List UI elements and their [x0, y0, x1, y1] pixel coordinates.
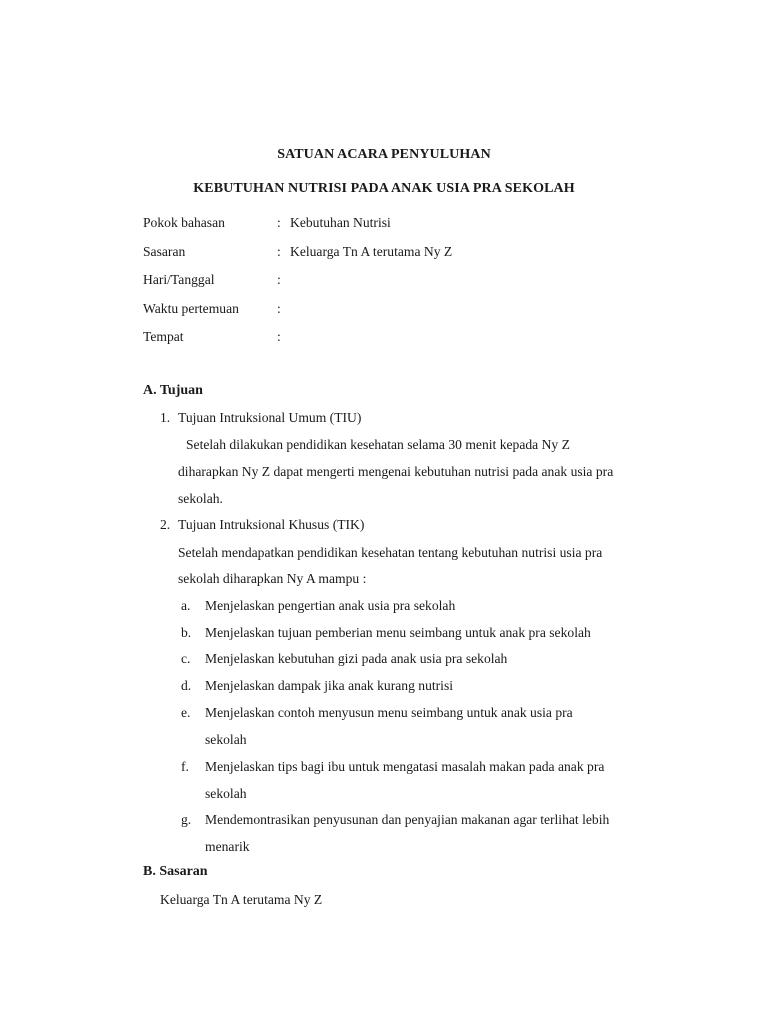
tik-item-text-cont: sekolah: [205, 732, 247, 747]
meta-colon: :: [277, 244, 281, 259]
section-a-heading: A. Tujuan: [143, 383, 203, 398]
tiu-text-line: sekolah.: [178, 491, 223, 506]
meta-row-pokok-bahasan: [143, 215, 703, 233]
tiu-text-line: diharapkan Ny Z dapat mengerti mengenai kebutuhan nutrisi pada anak usia pra: [178, 464, 614, 479]
tik-item-letter: b.: [181, 625, 192, 640]
meta-label: Sasaran: [143, 244, 186, 259]
tik-title: Tujuan Intruksional Khusus (TIK): [178, 517, 365, 532]
tik-item-text: Menjelaskan dampak jika anak kurang nutrisi: [205, 678, 454, 693]
tiu-text-line: Setelah dilakukan pendidikan kesehatan selama 30 menit kepada Ny Z: [186, 437, 570, 452]
tik-item-text: Menjelaskan tujuan pemberian menu seimbang untuk anak pra sekolah: [205, 625, 591, 640]
tik-item-letter: d.: [181, 678, 192, 693]
meta-row-waktu-pertemuan: [143, 301, 703, 319]
tik-item-text: Menjelaskan contoh menyusun menu seimbang untuk anak usia pra: [205, 705, 573, 720]
tiu-title: Tujuan Intruksional Umum (TIU): [178, 410, 362, 425]
meta-value: Keluarga Tn A terutama Ny Z: [290, 244, 453, 259]
meta-colon: :: [277, 215, 281, 230]
tik-text-line: Setelah mendapatkan pendidikan kesehatan tentang kebutuhan nutrisi usia pra: [178, 545, 603, 560]
meta-row-hari-tanggal: [143, 272, 703, 290]
meta-label: Pokok bahasan: [143, 215, 225, 230]
tik-item-text-cont: menarik: [205, 839, 250, 854]
tik-item-text: Menjelaskan pengertian anak usia pra sekolah: [205, 598, 456, 613]
tik-item-letter: f.: [181, 759, 189, 774]
meta-colon: :: [277, 272, 281, 287]
meta-label: Tempat: [143, 329, 184, 344]
tik-item-letter: c.: [181, 651, 191, 666]
tik-item-text: Mendemontrasikan penyusunan dan penyajian makanan agar terlihat lebih: [205, 812, 610, 827]
section-b-heading: B. Sasaran: [143, 864, 208, 879]
tiu-number: 1.: [160, 410, 171, 425]
tik-item-text: Menjelaskan tips bagi ibu untuk mengatasi masalah makan pada anak pra: [205, 759, 605, 774]
meta-value: Kebutuhan Nutrisi: [290, 215, 391, 230]
meta-colon: :: [277, 301, 281, 316]
meta-row-tempat: [143, 329, 703, 347]
section-b-text: Keluarga Tn A terutama Ny Z: [160, 892, 323, 907]
tik-text-line: sekolah diharapkan Ny A mampu :: [178, 571, 367, 586]
document-subtitle: KEBUTUHAN NUTRISI PADA ANAK USIA PRA SEKOLAH: [193, 181, 575, 196]
meta-label: Hari/Tanggal: [143, 272, 215, 287]
tik-number: 2.: [160, 517, 171, 532]
tik-item-letter: a.: [181, 598, 191, 613]
tik-item-letter: e.: [181, 705, 191, 720]
meta-colon: :: [277, 329, 281, 344]
meta-label: Waktu pertemuan: [143, 301, 239, 316]
tik-item-text-cont: sekolah: [205, 786, 247, 801]
tik-item-text: Menjelaskan kebutuhan gizi pada anak usia pra sekolah: [205, 651, 508, 666]
document-title: SATUAN ACARA PENYULUHAN: [277, 147, 491, 162]
meta-row-sasaran: [143, 244, 703, 262]
tik-item-letter: g.: [181, 812, 192, 827]
